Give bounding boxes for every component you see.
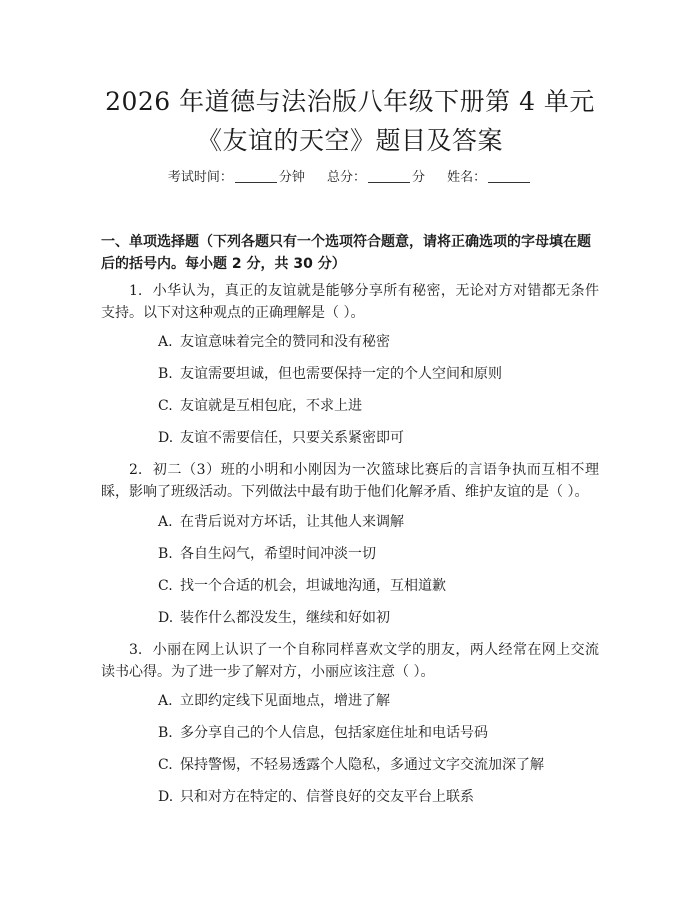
option-text: 多分享自己的个人信息，包括家庭住址和电话号码 [180,725,488,741]
option-text: 各自生闷气，希望时间冲淡一切 [180,546,376,562]
student-name-blank[interactable] [488,168,530,183]
option-letter: D. [158,789,174,805]
question-2-option-d[interactable] [158,608,598,628]
question-2-number: 2. [129,462,143,478]
question-3-number: 3. [129,642,143,658]
question-3-option-b[interactable] [158,723,598,743]
document-title-line2: 《友谊的天空》题目及答案 [196,126,503,155]
total-score-unit: 分 [412,170,426,185]
question-2-option-b[interactable] [158,544,598,564]
question-3-option-d[interactable] [158,787,598,807]
option-letter: A. [158,693,173,709]
option-letter: C. [158,757,173,773]
exam-time-blank[interactable] [235,168,277,183]
option-text: 友谊就是互相包庇，不求上进 [180,398,362,414]
option-letter: B. [158,546,173,562]
option-letter: A. [158,334,173,350]
option-letter: B. [158,725,173,741]
option-text: 只和对方在特定的、信誉良好的交友平台上联系 [180,789,474,805]
option-letter: A. [158,514,173,530]
option-text: 装作什么都没发生，继续和好如初 [180,610,390,626]
question-3-stem [101,639,599,683]
exam-info-row [0,168,700,188]
exam-time-label: 考试时间： [167,170,233,185]
option-text: 友谊需要坦诚，但也需要保持一定的个人空间和原则 [180,366,502,382]
question-1-option-b[interactable] [158,364,598,384]
question-3-option-a[interactable] [158,691,598,711]
question-1-option-a[interactable] [158,332,598,352]
section-heading: 一、单项选择题（下列各题只有一个选项符合题意，请将正确选项的字母填在题后的括号内。每小题 2 分，共 30 分） [101,234,591,272]
question-1-option-c[interactable] [158,396,598,416]
question-1-number: 1. [129,283,143,299]
question-2-text: 初二（3）班的小明和小刚因为一次篮球比赛后的言语争执而互相不理睬，影响了班级活动。下列做法中最有助于他们化解矛盾、维护友谊的是（ ）。 [101,462,599,500]
option-text: 友谊意味着完全的赞同和没有秘密 [180,334,390,350]
option-letter: B. [158,366,173,382]
question-1-text: 小华认为，真正的友谊就是能够分享所有秘密，无论对方对错都无条件支持。以下对这种观点的正确理解是（ ）。 [101,283,599,321]
question-2-stem [101,459,599,503]
option-text: 友谊不需要信任，只要关系紧密即可 [180,430,404,446]
student-name-label: 姓名： [447,170,487,185]
document-title-line1: 2026 年道德与法治版八年级下册第 4 单元 [105,87,595,116]
total-score-blank[interactable] [368,168,410,183]
option-text: 找一个合适的机会，坦诚地沟通，互相道歉 [180,578,446,594]
option-text: 在背后说对方坏话，让其他人来调解 [180,514,404,530]
option-letter: D. [158,610,174,626]
question-2-option-c[interactable] [158,576,598,596]
question-1-option-d[interactable] [158,428,598,448]
exam-time-unit: 分钟 [278,170,305,185]
option-letter: D. [158,430,174,446]
option-letter: C. [158,398,173,414]
question-1-stem [101,280,599,324]
option-text: 立即约定线下见面地点，增进了解 [180,693,390,709]
exam-time-field [168,168,305,188]
option-letter: C. [158,578,173,594]
question-3-text: 小丽在网上认识了一个自称同样喜欢文学的朋友，两人经常在网上交流读书心得。为了进一步了解对方，小丽应该注意（ ）。 [101,642,599,680]
question-2-option-a[interactable] [158,512,598,532]
total-score-label: 总分： [326,170,366,185]
question-3-option-c[interactable] [158,755,598,775]
student-name-field [447,168,532,188]
option-text: 保持警惕，不轻易透露个人隐私，多通过文字交流加深了解 [180,757,544,773]
total-score-field [327,168,425,188]
